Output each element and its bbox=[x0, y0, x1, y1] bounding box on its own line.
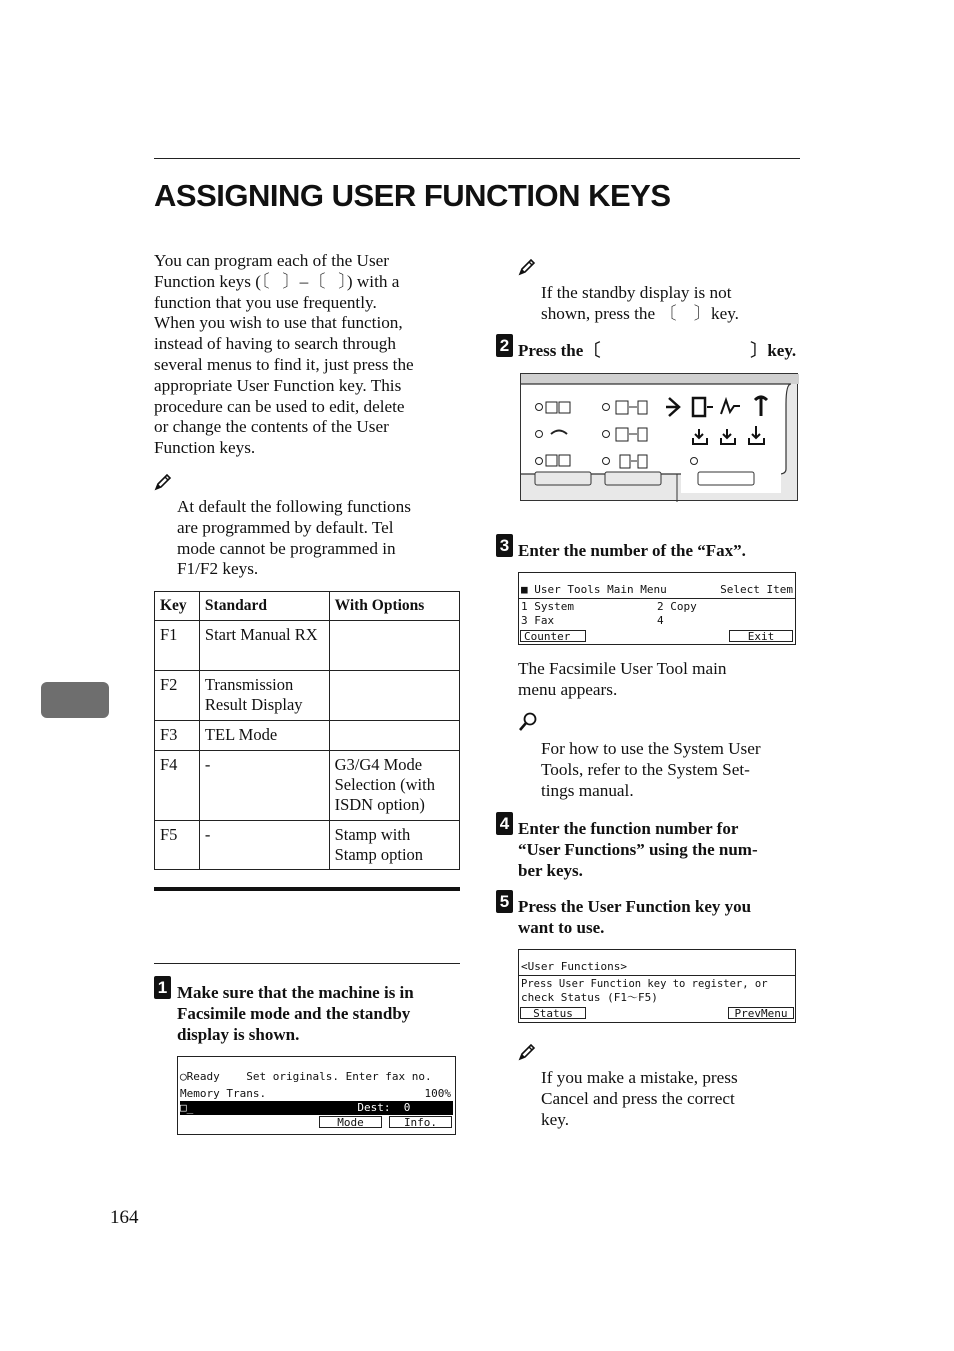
table-header-row: Key Standard With Options bbox=[155, 592, 460, 621]
table-row: F4 - G3/G4 Mode Selection (with ISDN option) bbox=[155, 751, 460, 821]
pencil-icon bbox=[518, 258, 536, 276]
step-3-text: Enter the number of the “Fax”. bbox=[518, 541, 746, 560]
lcd-exit-button[interactable]: Exit bbox=[729, 630, 793, 642]
table-row: F2 Transmission Result Display bbox=[155, 671, 460, 721]
pencil-icon bbox=[518, 1043, 536, 1061]
intro-paragraph: You can program each of the User Function keys (〔 〕–〔 〕) with a function that you use frequently. When you wish to use that function, instead of having to search through several menus to find it, just press the appropriate User Function key. This procedure can be used to edit, delete or change the contents of the User Function keys. bbox=[154, 251, 414, 458]
lcd-standby-display: ◯Ready Set originals. Enter fax no. Memory Trans. 100% □_ Dest: 0 Mode Info. bbox=[177, 1056, 456, 1135]
section-rule-thin bbox=[154, 963, 460, 964]
top-rule bbox=[154, 158, 800, 159]
note-mistake: If you make a mistake, press Cancel and press the correct key. bbox=[541, 1068, 738, 1129]
table-row: F3 TEL Mode bbox=[155, 721, 460, 751]
lcd-prevmenu-button[interactable]: PrevMenu bbox=[728, 1007, 794, 1019]
lcd-info-button[interactable]: Info. bbox=[389, 1116, 452, 1128]
step-5-text: Press the User Function key you want to use. bbox=[518, 897, 752, 937]
lcd-counter-button[interactable]: Counter bbox=[520, 630, 586, 642]
lcd-status-button[interactable]: Status bbox=[520, 1007, 586, 1019]
step-number-5: 5 bbox=[496, 890, 513, 913]
page-title: ASSIGNING USER FUNCTION KEYS bbox=[154, 178, 671, 213]
lcd-user-functions: <User Functions> Press User Function key to register, or check Status (F1～F5) Status PrevMenu bbox=[518, 949, 796, 1023]
reference-system-settings: For how to use the System User Tools, refer to the System Set- tings manual. bbox=[541, 739, 761, 800]
menu-appears-text: The Facsimile User Tool main menu appears. bbox=[518, 659, 727, 699]
note-defaults: At default the following functions are programmed by default. Tel mode cannot be programmed in F1/F2 keys. bbox=[177, 497, 411, 579]
step-number-4: 4 bbox=[496, 812, 513, 835]
step-number-2: 2 bbox=[496, 334, 513, 357]
magnifier-icon bbox=[518, 712, 538, 732]
ready-icon: ◯ bbox=[180, 1070, 187, 1083]
step-1-text: Make sure that the machine is in Facsimile mode and the standby display is shown. bbox=[177, 983, 414, 1044]
step-2-text: Press the〔 〕key. bbox=[518, 341, 797, 360]
function-keys-table bbox=[154, 591, 460, 870]
section-rule-thick bbox=[154, 887, 460, 891]
table-row: F1 Start Manual RX bbox=[155, 621, 460, 671]
control-panel-illustration bbox=[520, 373, 798, 501]
page-number: 164 bbox=[110, 1207, 139, 1228]
step-number-1: 1 bbox=[154, 976, 171, 999]
bracket-key-user-tools: 〔 〕 bbox=[583, 341, 768, 360]
note-standby: If the standby display is not shown, press the 〔 〕key. bbox=[541, 283, 739, 323]
table-row: F5 - Stamp with Stamp option bbox=[155, 821, 460, 870]
step-4-text: Enter the function number for “User Functions” using the num- ber keys. bbox=[518, 819, 758, 880]
lcd-mode-button[interactable]: Mode bbox=[319, 1116, 382, 1128]
bracket-key-f1: 〔 〕–〔 〕 bbox=[260, 271, 347, 291]
bracket-key-fax: 〔 〕 bbox=[659, 303, 711, 323]
step-number-3: 3 bbox=[496, 534, 513, 557]
chapter-tab bbox=[41, 682, 109, 718]
panel-drawing bbox=[521, 374, 799, 502]
lcd-user-tools-menu: ■ User Tools Main Menu Select Item 1 System 2 Copy 3 Fax 4 Counter Exit bbox=[518, 572, 796, 645]
pencil-icon bbox=[154, 473, 172, 491]
